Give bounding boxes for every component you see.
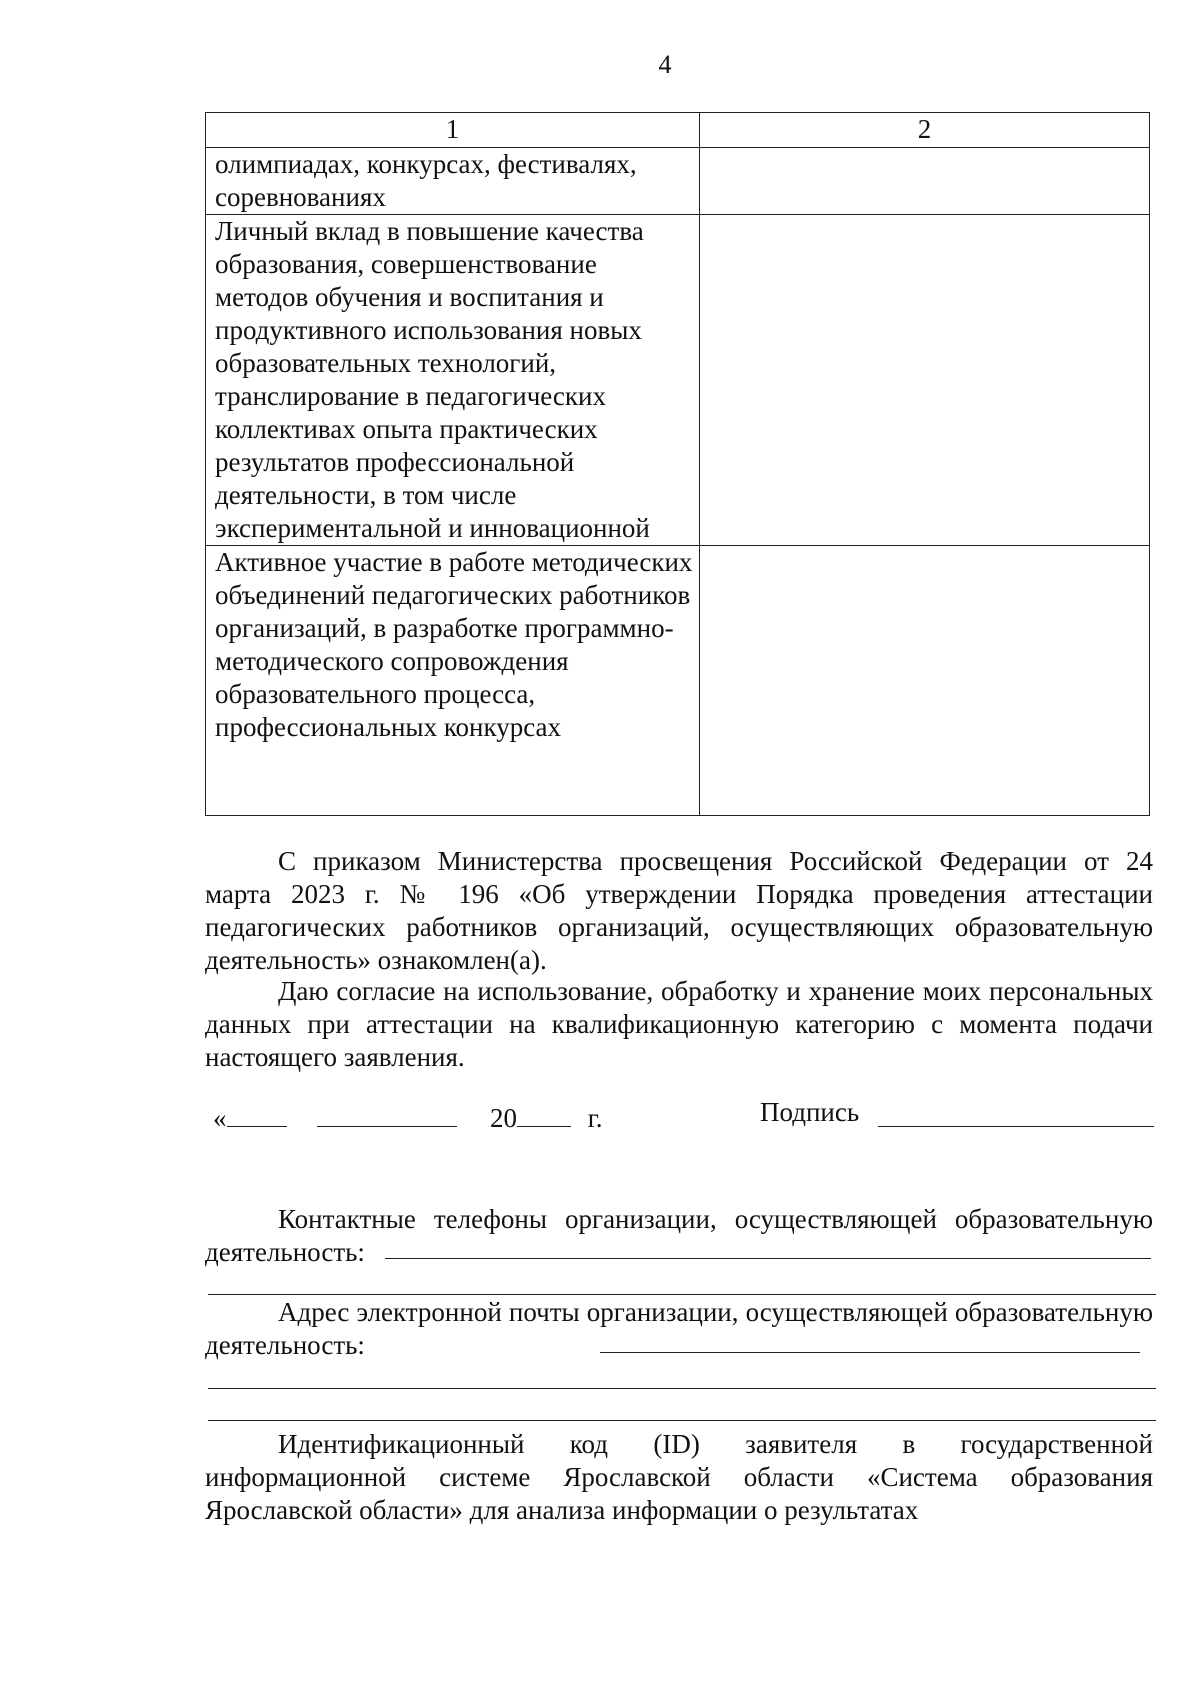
phones-paragraph [205, 1203, 1153, 1269]
criterion-cell: олимпиадах, конкурсах, фестивалях, соревнованиях [206, 148, 700, 215]
order-paragraph [205, 845, 1153, 977]
id-code-text: Идентификационный код (ID) заявителя в государственной информационной системе Ярославской области «Система образования Ярославской области» для анализа информации о результатах [205, 1429, 1153, 1525]
value-cell [700, 546, 1150, 816]
value-cell [700, 215, 1150, 546]
value-cell [700, 148, 1150, 215]
column-header-2: 2 [700, 113, 1150, 148]
signature-label: Подпись [760, 1097, 860, 1127]
email-blank [600, 1352, 1140, 1353]
table-header-row [206, 113, 1150, 148]
consent-text: Даю согласие на использование, обработку и хранение моих персональных данных при аттестации на квалификационную категорию с момента подачи настоящего заявления. [205, 976, 1153, 1072]
column-header-1: 1 [206, 113, 700, 148]
email-text: Адрес электронной почты организации, осуществляющей образовательную деятельность: [205, 1297, 1153, 1360]
table-row [206, 215, 1150, 546]
month-blank [317, 1102, 457, 1127]
email-blank-3 [208, 1420, 1156, 1421]
year-prefix: 20 [490, 1103, 517, 1133]
year-suffix: г. [587, 1103, 603, 1133]
email-blank-2 [208, 1388, 1156, 1389]
phones-blank-2 [208, 1294, 1156, 1295]
table-row [206, 546, 1150, 816]
criterion-cell: Личный вклад в повышение качества образования, совершенствование методов обучения и воспитания и продуктивного использования новых образовательных технологий, транслирование в педагогических коллективах опыта практических результатов профессиональной деятельности, в том числе экспериментальной и инновационной [206, 215, 700, 546]
phones-text: Контактные телефоны организации, осуществляющей образовательную деятельность: [205, 1204, 1153, 1267]
id-code-paragraph [205, 1428, 1153, 1527]
table-row [206, 148, 1150, 215]
year-blank [517, 1102, 571, 1127]
date-line [213, 1102, 603, 1135]
day-blank [227, 1102, 287, 1127]
criteria-table [205, 112, 1150, 816]
consent-paragraph [205, 975, 1153, 1074]
order-text: С приказом Министерства просвещения Российской Федерации от 24 марта 2023 г. № 196 «Об утверждении Порядка проведения аттестации педагогических работников организаций, осуществляющих образовательную деятельность» ознакомлен(а). [205, 846, 1153, 975]
page-number: 4 [658, 50, 672, 79]
phones-blank [385, 1258, 1151, 1259]
criterion-cell: Активное участие в работе методических объединений педагогических работников организаций, в разработке программно-методического сопровождения образовательного процесса, профессиональных конкурсах [206, 546, 700, 816]
open-quote: « [213, 1103, 227, 1133]
signature-blank [878, 1126, 1154, 1127]
